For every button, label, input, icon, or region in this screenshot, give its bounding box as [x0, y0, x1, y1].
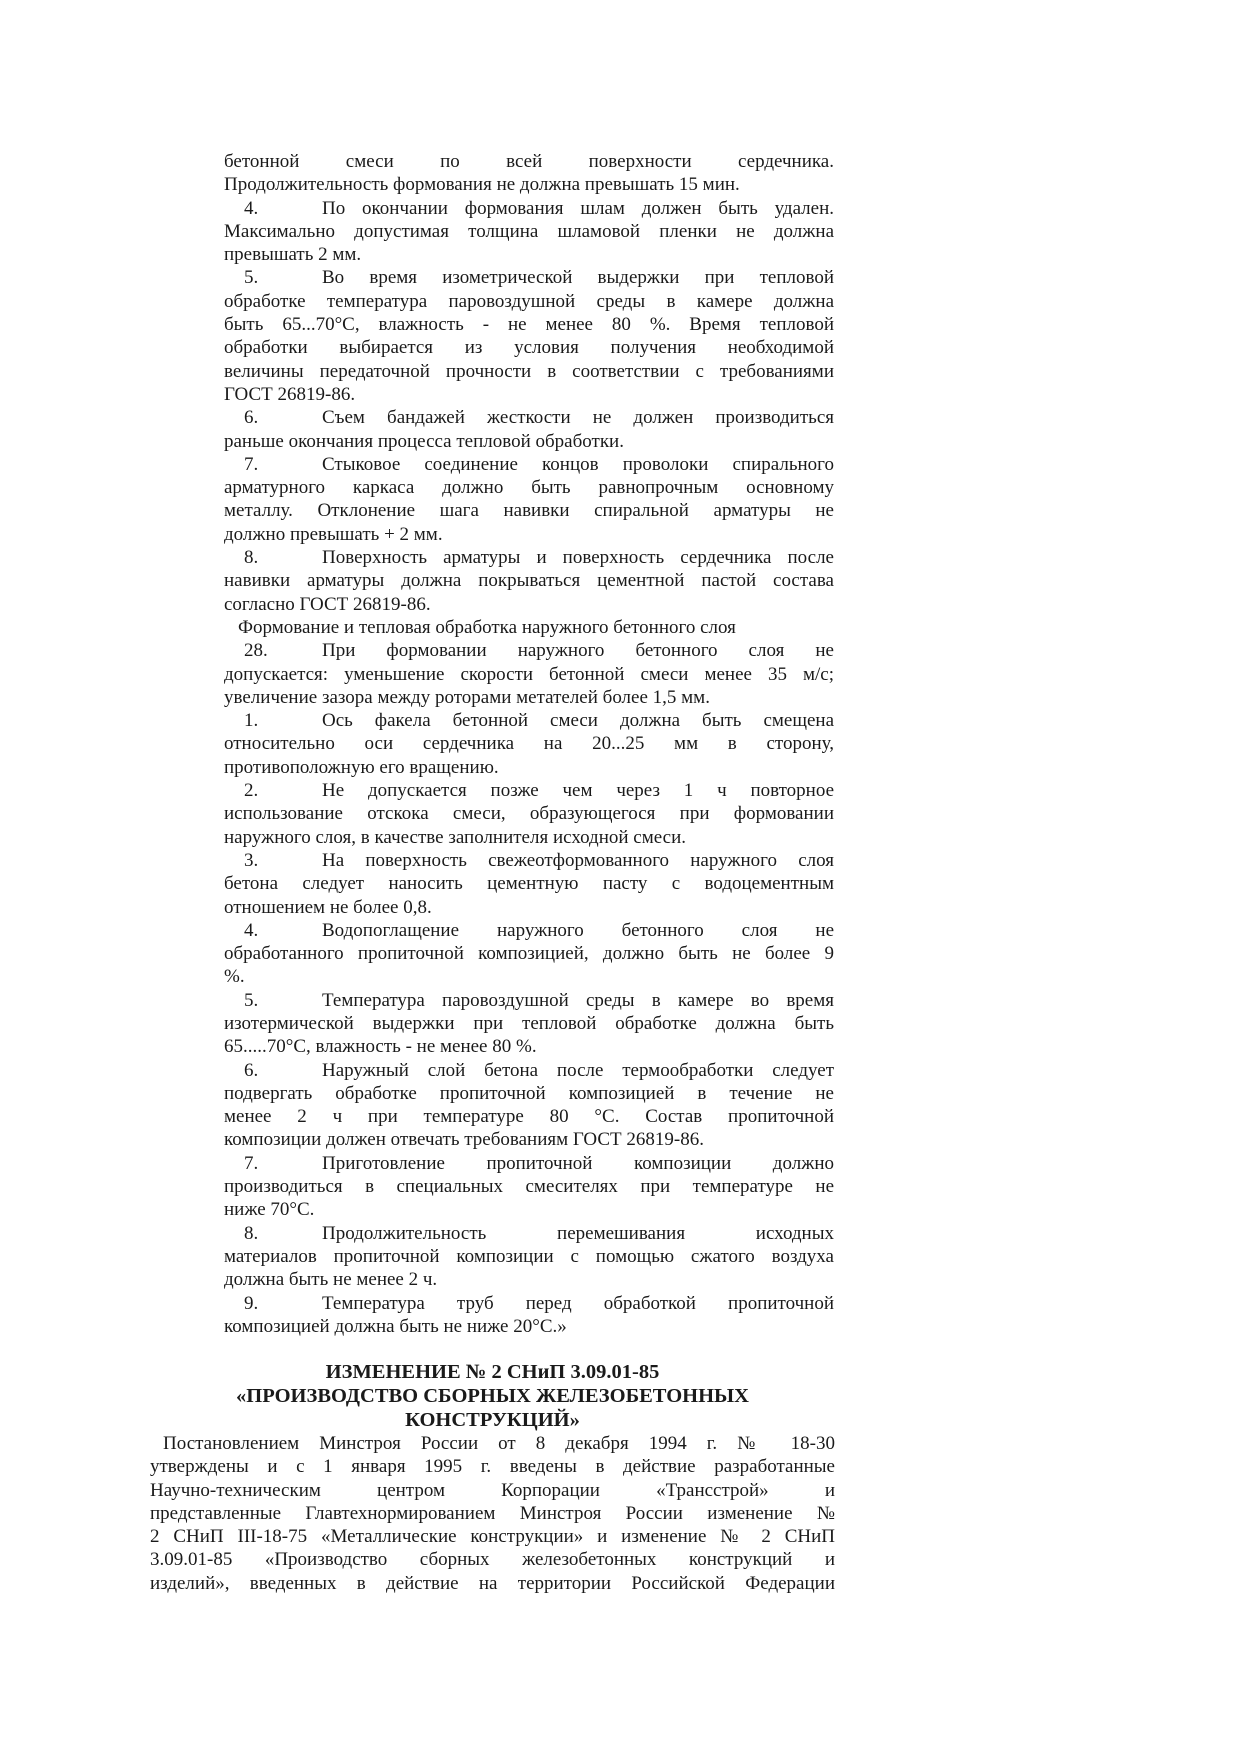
- list-number: 8.: [244, 547, 259, 569]
- numbered-paragraph: [224, 406, 834, 453]
- text-line: ниже 70°С.: [224, 1199, 315, 1221]
- text-line: арматурного каркаса должно быть равнопрочным основному: [224, 477, 834, 499]
- line-text: Наружный слой бетона после термообработки следует: [322, 1059, 834, 1081]
- text-line: Максимально допустимая толщина шламовой пленки не должна: [224, 220, 834, 242]
- text-line: должно превышать + 2 мм.: [224, 523, 443, 545]
- text-line: [224, 406, 834, 429]
- list-number: 6.: [244, 1059, 259, 1081]
- text-line: [224, 546, 834, 569]
- text-line: композиции должен отвечать требованиям ГОСТ 26819-86.: [224, 1129, 704, 1151]
- text-line: композицией должна быть не ниже 20°С.»: [224, 1315, 567, 1337]
- text-line: обработке температура паровоздушной среды в камере должна: [224, 290, 834, 312]
- text-line: [224, 639, 834, 662]
- text-line: навивки арматуры должна покрываться цементной пастой состава: [224, 570, 834, 592]
- text-line: наружного слоя, в качестве заполнителя исходной смеси.: [224, 826, 687, 848]
- text-line: %.: [224, 966, 245, 988]
- text-line: раньше окончания процесса тепловой обработки.: [224, 430, 624, 452]
- text-line: изделий», введенных в действие на территории Российской Федерации: [150, 1572, 835, 1594]
- subheading: [224, 616, 834, 639]
- text-line: допускается: уменьшение скорости бетонной смеси менее 35 м/с;: [224, 663, 834, 685]
- text-line: [224, 709, 834, 732]
- list-number: 6.: [244, 407, 259, 429]
- paragraph: [224, 150, 834, 197]
- line-text: Температура труб перед обработкой пропиточной: [322, 1292, 834, 1314]
- text-line: обработки выбирается из условия получения необходимой: [224, 337, 834, 359]
- heading-line: ИЗМЕНЕНИЕ № 2 СНиП 3.09.01-85: [325, 1361, 660, 1383]
- numbered-paragraph: [224, 266, 834, 406]
- text-line: относительно оси сердечника на 20...25 мм в сторону,: [224, 733, 834, 755]
- text-line: менее 2 ч при температуре 80 °С. Состав пропиточной: [224, 1106, 834, 1128]
- numbered-paragraph: [224, 779, 834, 849]
- bottom-section: [150, 1360, 835, 1595]
- text-line: металлу. Отклонение шага навивки спиральной арматуры не: [224, 500, 834, 522]
- text-line: отношением не более 0,8.: [224, 896, 432, 918]
- text-line: ГОСТ 26819-86.: [224, 383, 356, 405]
- line-text: Ось факела бетонной смеси должна быть смещена: [322, 710, 834, 732]
- top-section: [224, 150, 834, 1338]
- text-line: изотермической выдержки при тепловой обработке должна быть: [224, 1012, 834, 1034]
- list-number: 7.: [244, 453, 259, 475]
- text-line: 2 СНиП III-18-75 «Металлические конструкции» и изменение № 2 СНиП: [150, 1526, 835, 1548]
- text-line: [224, 919, 834, 942]
- line-text: На поверхность свежеотформованного наружного слоя: [322, 849, 834, 871]
- numbered-paragraph: [224, 849, 834, 919]
- text-line: [224, 197, 834, 220]
- numbered-paragraph: [224, 1059, 834, 1152]
- text-line: [224, 779, 834, 802]
- text-line: бетона следует наносить цементную пасту с водоцементным: [224, 873, 834, 895]
- list-number: 2.: [244, 780, 259, 802]
- numbered-paragraph: [224, 1222, 834, 1292]
- list-number: 5.: [244, 267, 259, 289]
- section-heading: [150, 1360, 835, 1432]
- text-line: материалов пропиточной композиции с помощью сжатого воздуха: [224, 1245, 834, 1267]
- text-line: Формование и тепловая обработка наружного бетонного слоя: [238, 616, 736, 638]
- text-line: [224, 1222, 834, 1245]
- text-line: увеличение зазора между роторами метателей более 1,5 мм.: [224, 686, 710, 708]
- text-line: использование отскока смеси, образующегося при формовании: [224, 803, 834, 825]
- numbered-paragraph: [224, 197, 834, 267]
- text-line: обработанного пропиточной композицией, должно быть не более 9: [224, 943, 834, 965]
- text-line: бетонной смеси по всей поверхности сердечника.: [224, 151, 834, 172]
- numbered-paragraph: [224, 1292, 834, 1339]
- list-number: 1.: [244, 710, 259, 732]
- text-line: превышать 2 мм.: [224, 244, 362, 266]
- text-line: Постановлением Минстроя России от 8 декабря 1994 г. № 18-30: [163, 1433, 835, 1454]
- numbered-paragraph: [224, 1152, 834, 1222]
- text-line: производиться в специальных смесителях при температуре не: [224, 1176, 834, 1198]
- decree-paragraph: [150, 1432, 835, 1595]
- text-line: 65.....70°С, влажность - не менее 80 %.: [224, 1036, 537, 1058]
- line-text: Съем бандажей жесткости не должен производиться: [322, 407, 834, 429]
- list-number: 3.: [244, 849, 259, 871]
- text-line: Продолжительность формования не должна превышать 15 мин.: [224, 174, 740, 196]
- list-number: 28.: [244, 640, 268, 662]
- text-line: представленные Главтехнормированием Минстроя России изменение №: [150, 1502, 835, 1524]
- text-line: [224, 989, 834, 1012]
- text-line: утверждены и с 1 января 1995 г. введены в действие разработанные: [150, 1456, 835, 1478]
- line-text: По окончании формования шлам должен быть удален.: [322, 197, 834, 219]
- list-number: 5.: [244, 989, 259, 1011]
- line-text: Поверхность арматуры и поверхность сердечника после: [322, 547, 834, 569]
- list-number: 8.: [244, 1222, 259, 1244]
- numbered-paragraph: [224, 989, 834, 1059]
- heading-line: «ПРОИЗВОДСТВО СБОРНЫХ ЖЕЛЕЗОБЕТОННЫХ: [236, 1385, 749, 1407]
- numbered-paragraph: [224, 453, 834, 546]
- list-number: 4.: [244, 197, 259, 219]
- numbered-paragraph: [224, 919, 834, 989]
- text-line: [224, 849, 834, 872]
- line-text: Во время изометрической выдержки при тепловой: [322, 267, 834, 289]
- line-text: Приготовление пропиточной композиции должно: [322, 1152, 834, 1174]
- list-number: 7.: [244, 1152, 259, 1174]
- line-text: Не допускается позже чем через 1 ч повторное: [322, 780, 834, 802]
- text-line: величины передаточной прочности в соответствии с требованиями: [224, 360, 834, 382]
- text-line: [224, 1059, 834, 1082]
- line-text: Стыковое соединение концов проволоки спирального: [322, 453, 834, 475]
- text-line: подвергать обработке пропиточной композицией в течение не: [224, 1082, 834, 1104]
- line-text: Водопоглащение наружного бетонного слоя не: [322, 919, 834, 941]
- list-number: 4.: [244, 919, 259, 941]
- text-line: согласно ГОСТ 26819-86.: [224, 593, 431, 615]
- text-line: [224, 266, 834, 289]
- numbered-paragraph: [224, 546, 834, 616]
- line-text: Продолжительность перемешивания исходных: [322, 1222, 834, 1244]
- text-line: должна быть не менее 2 ч.: [224, 1269, 438, 1291]
- list-number: 9.: [244, 1292, 259, 1314]
- text-line: [224, 1152, 834, 1175]
- heading-line: КОНСТРУКЦИЙ»: [405, 1409, 580, 1431]
- text-line: 3.09.01-85 «Производство сборных железобетонных конструкций и: [150, 1549, 835, 1571]
- text-line: быть 65...70°С, влажность - не менее 80 %. Время тепловой: [224, 314, 834, 336]
- text-line: Научно-техническим центром Корпорации «Трансстрой» и: [150, 1479, 835, 1501]
- numbered-paragraph: [224, 639, 834, 709]
- text-line: [224, 1292, 834, 1315]
- text-line: [224, 453, 834, 476]
- text-line: противоположную его вращению.: [224, 756, 499, 778]
- line-text: Температура паровоздушной среды в камере во время: [322, 989, 834, 1011]
- numbered-paragraph: [224, 709, 834, 779]
- line-text: При формовании наружного бетонного слоя не: [322, 640, 834, 662]
